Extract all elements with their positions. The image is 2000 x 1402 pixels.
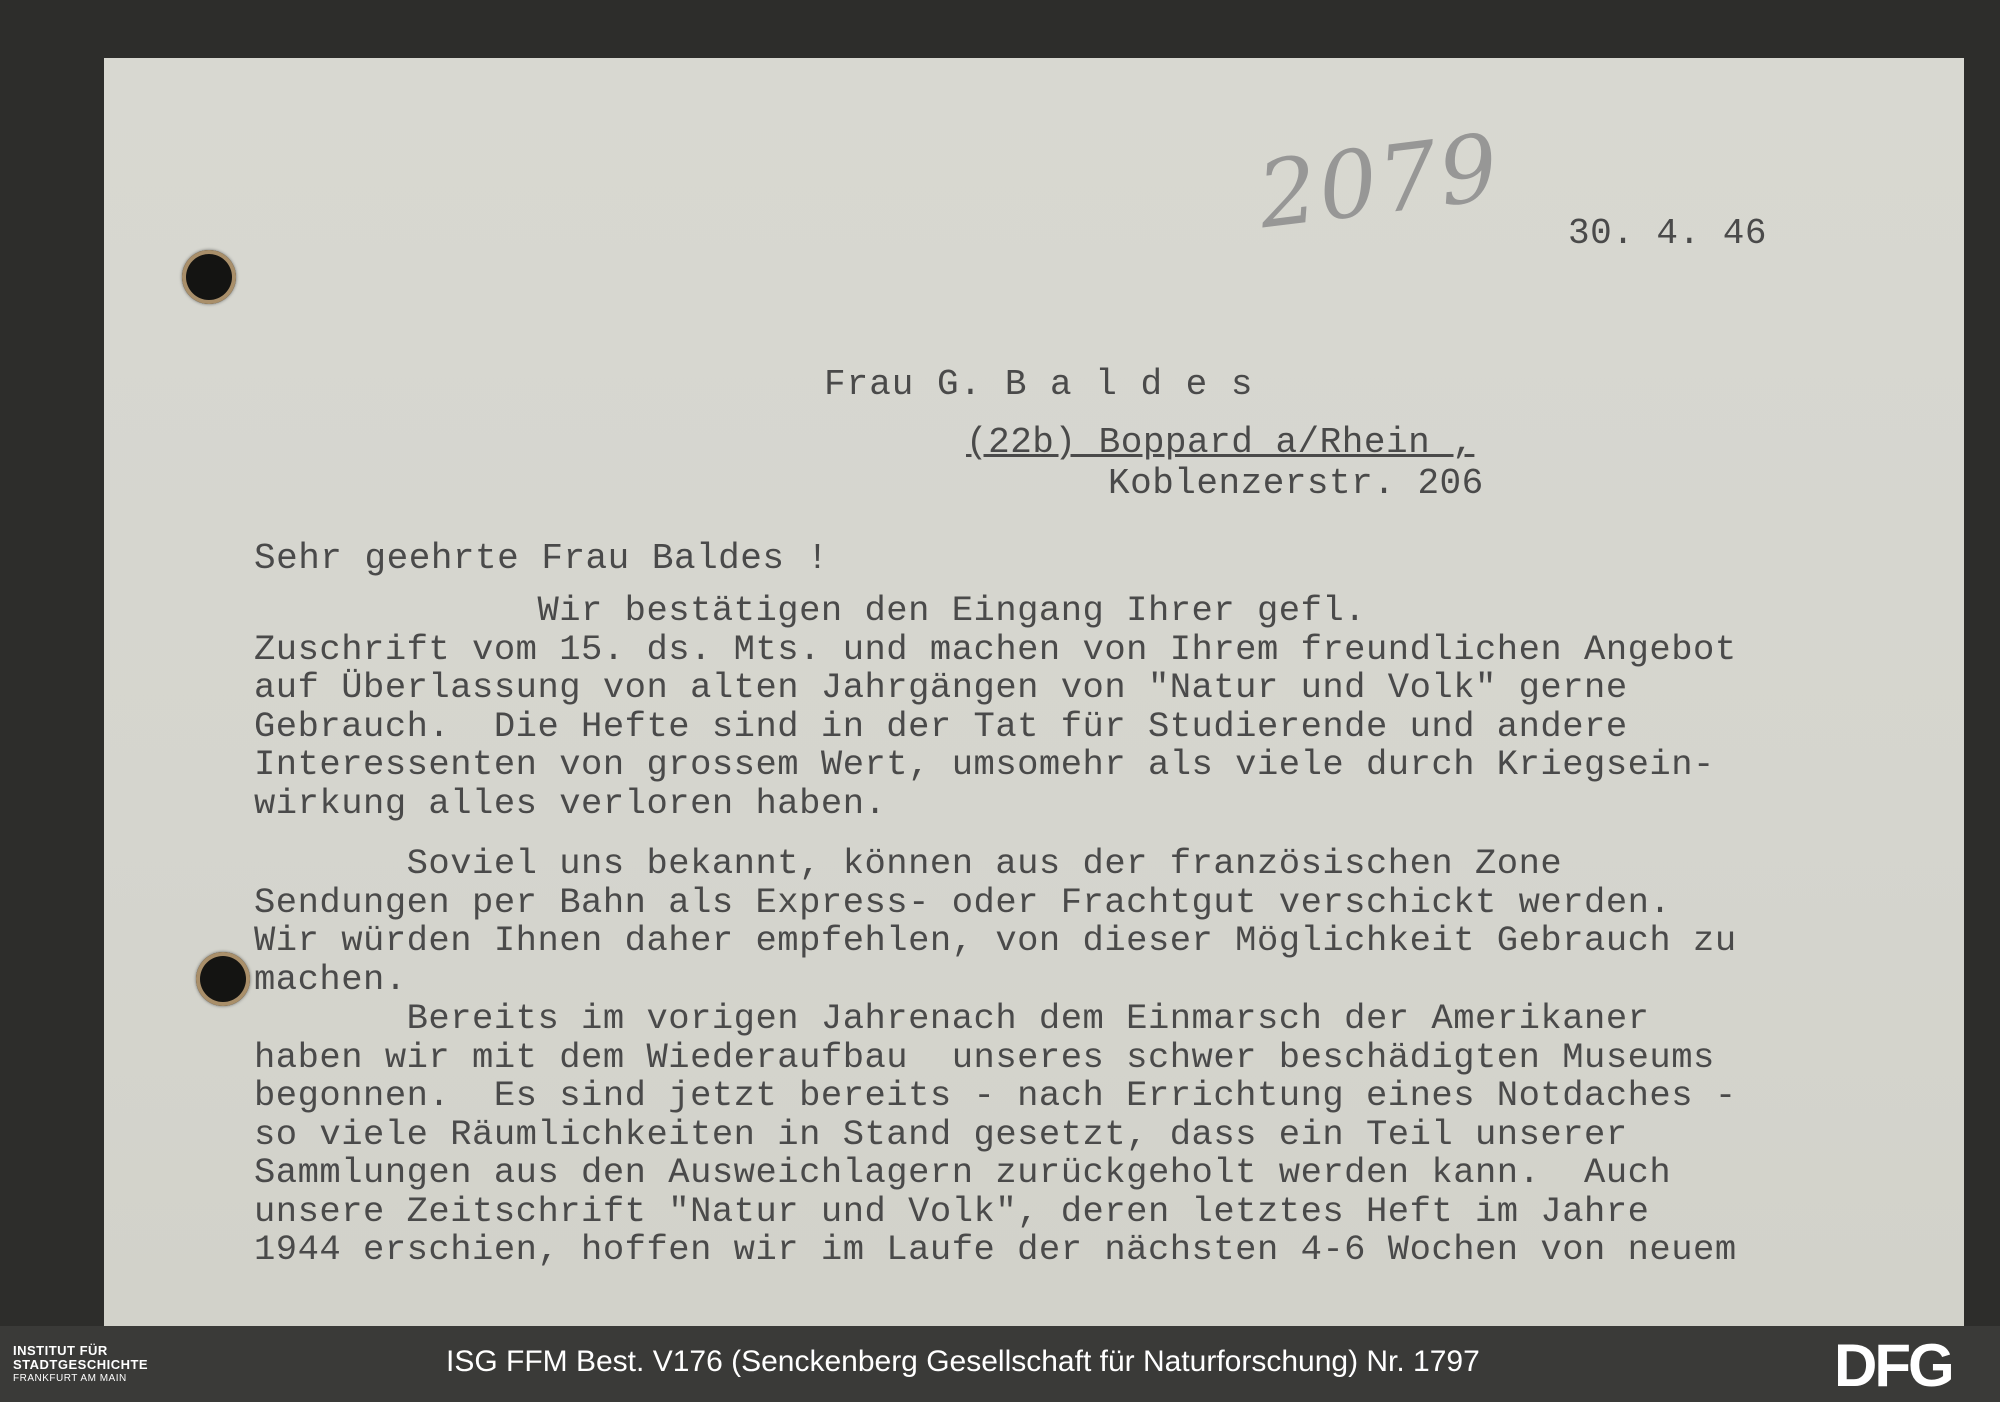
punch-hole: [196, 952, 250, 1006]
recipient-street: Koblenzerstr. 206: [1108, 463, 1484, 504]
recipient-name: Frau G. B a l d e s: [824, 364, 1254, 405]
isg-logo-line-2: STADTGESCHICHTE: [13, 1357, 149, 1372]
punch-hole: [182, 250, 236, 304]
isg-logo: [13, 1344, 148, 1386]
body-paragraph-2: Soviel uns bekannt, können aus der französischen Zone Sendungen per Bahn als Express- oder Frachtgut verschickt werden. Wir würden Ihnen daher empfehlen, von dieser Möglichkeit Gebrauch zu machen.: [254, 843, 1737, 1000]
isg-logo-line-1: INSTITUT FÜR: [13, 1343, 108, 1358]
body-paragraph-1: Wir bestätigen den Eingang Ihrer gefl. Zuschrift vom 15. ds. Mts. und machen von Ihrem freundlichen Angebot auf Überlassung von alten Jahrgängen von "Natur und Volk" gerne Gebrauch. Die Hefte sind in der Tat für Studierende und andere Interessenten von grossem Wert, umsomehr als viele durch Kriegsein- wirkung alles verloren haben.: [254, 590, 1737, 824]
letter-date: 30. 4. 46: [1568, 213, 1767, 254]
salutation: Sehr geehrte Frau Baldes !: [254, 538, 829, 579]
isg-logo-line-3: FRANKFURT AM MAIN: [13, 1373, 127, 1384]
archive-caption: ISG FFM Best. V176 (Senckenberg Gesellschaft für Naturforschung) Nr. 1797: [446, 1345, 1480, 1378]
dfg-logo: DFG: [1834, 1332, 1952, 1399]
recipient-city: (22b) Boppard a/Rhein ,: [966, 422, 1475, 463]
body-paragraph-3: Bereits im vorigen Jahrenach dem Einmarsch der Amerikaner haben wir mit dem Wiederaufbau unseres schwer beschädigten Museums begonnen. Es sind jetzt bereits - nach Errichtung eines Notdaches - so viele Räumlichkeiten in Stand gesetzt, dass ein Teil unserer Sammlungen aus den Ausweichlagern zurückgeholt werden kann. Auch unsere Zeitschrift "Natur und Volk", deren letztes Heft im Jahre 1944 erschien, hoffen wir im Laufe der nächsten 4-6 Wochen von neuem: [254, 998, 1737, 1270]
handwritten-archive-number: 2079: [1252, 113, 1506, 250]
